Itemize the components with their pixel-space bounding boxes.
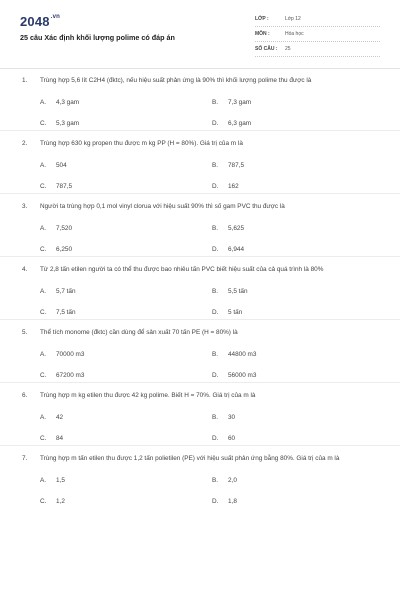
meta-row-class (255, 14, 380, 27)
question-list (0, 76, 400, 505)
meta-row-subject (255, 29, 380, 42)
option-key: B. (212, 414, 219, 421)
option-text: 42 (56, 414, 64, 421)
option-key: A. (40, 162, 47, 169)
option-key: C. (40, 183, 47, 190)
option-key: C. (40, 372, 47, 379)
meta-value: Hóa học (285, 31, 304, 37)
option-text: 84 (56, 435, 64, 442)
option-b[interactable] (212, 413, 235, 423)
question-text: Trùng hợp 5,6 lít C2H4 (đktc), nếu hiệu suất phản ứng là 90% thì khối lượng polime thu được là (40, 77, 312, 84)
logo-tld: .vn (50, 14, 61, 20)
question-number: 2. (22, 140, 28, 147)
question-item (0, 328, 400, 383)
option-text: 1,2 (56, 498, 65, 505)
option-text: 56000 m3 (228, 372, 257, 379)
option-key: B. (212, 351, 219, 358)
question-item (0, 454, 400, 505)
option-d[interactable] (212, 245, 244, 255)
option-key: D. (212, 372, 219, 379)
option-text: 70000 m3 (56, 351, 85, 358)
option-text: 6,944 (228, 246, 244, 253)
option-d[interactable] (212, 497, 237, 507)
question-divider (0, 256, 400, 257)
meta-label: MÔN : (255, 31, 270, 37)
option-text: 5,3 gam (56, 120, 80, 127)
option-key: D. (212, 246, 219, 253)
option-b[interactable] (212, 161, 244, 171)
option-a[interactable] (40, 161, 67, 171)
meta-value: Lớp 12 (285, 16, 301, 22)
option-key: C. (40, 120, 47, 127)
option-c[interactable] (40, 245, 72, 255)
option-grid (0, 212, 400, 253)
option-text: 5 tấn (228, 309, 243, 316)
option-grid (0, 275, 400, 316)
option-b[interactable] (212, 224, 244, 234)
option-c[interactable] (40, 182, 72, 192)
option-text: 67200 m3 (56, 372, 85, 379)
question-text: Trùng hợp 630 kg propen thu được m kg PP (H = 80%). Giá trị của m là (40, 140, 243, 147)
question-item (0, 76, 400, 131)
option-key: A. (40, 414, 47, 421)
question-divider (0, 445, 400, 446)
option-a[interactable] (40, 98, 79, 108)
option-text: 4,3 gam (56, 99, 80, 106)
meta-row-count (255, 44, 380, 57)
option-b[interactable] (212, 98, 251, 108)
option-key: A. (40, 351, 47, 358)
option-c[interactable] (40, 119, 79, 129)
question-number: 7. (22, 455, 28, 462)
option-grid (0, 86, 400, 127)
question-number: 4. (22, 266, 28, 273)
header-divider (0, 68, 400, 69)
option-key: A. (40, 225, 47, 232)
option-d[interactable] (212, 371, 256, 381)
option-b[interactable] (212, 350, 256, 360)
option-d[interactable] (212, 182, 239, 192)
option-text: 7,3 gam (228, 99, 252, 106)
option-text: 787,5 (228, 162, 244, 169)
option-key: C. (40, 309, 47, 316)
question-item (0, 139, 400, 194)
question-text: Trùng hợp m tấn etilen thu được 1,2 tấn polietilen (PE) với hiệu suất phản ứng bằng 80%. Giá trị của m là (40, 455, 340, 462)
option-a[interactable] (40, 413, 63, 423)
question-divider (0, 193, 400, 194)
option-key: D. (212, 309, 219, 316)
option-grid (0, 338, 400, 379)
option-a[interactable] (40, 350, 84, 360)
option-key: D. (212, 120, 219, 127)
option-key: B. (212, 477, 219, 484)
option-text: 787,5 (56, 183, 72, 190)
option-text: 5,5 tấn (228, 288, 248, 295)
question-divider (0, 130, 400, 131)
option-text: 7,520 (56, 225, 72, 232)
option-c[interactable] (40, 434, 63, 444)
option-key: A. (40, 99, 47, 106)
question-item (0, 391, 400, 446)
option-key: A. (40, 288, 47, 295)
question-number: 6. (22, 392, 28, 399)
option-b[interactable] (212, 287, 248, 297)
option-text: 2,0 (228, 477, 237, 484)
option-text: 162 (228, 183, 239, 190)
option-key: B. (212, 99, 219, 106)
option-grid (0, 149, 400, 190)
option-key: D. (212, 435, 219, 442)
option-key: B. (212, 162, 219, 169)
logo-text: 2048 (20, 14, 50, 29)
option-text: 5,7 tấn (56, 288, 76, 295)
question-number: 3. (22, 203, 28, 210)
worksheet-header (0, 0, 400, 66)
meta-label: LỚP : (255, 16, 269, 22)
question-divider (0, 319, 400, 320)
option-c[interactable] (40, 497, 65, 507)
meta-label: SỐ CÂU : (255, 46, 278, 52)
option-c[interactable] (40, 308, 76, 318)
question-number: 5. (22, 329, 28, 336)
option-text: 6,250 (56, 246, 72, 253)
option-d[interactable] (212, 434, 235, 444)
option-text: 5,625 (228, 225, 244, 232)
option-a[interactable] (40, 224, 72, 234)
question-text: Từ 2,8 tấn etilen người ta có thể thu được bao nhiêu tấn PVC biết hiệu suất của cả quá trình là 80% (40, 266, 324, 273)
option-key: B. (212, 225, 219, 232)
option-d[interactable] (212, 308, 242, 318)
option-text: 1,8 (228, 498, 237, 505)
meta-value: 25 (285, 46, 291, 52)
site-logo[interactable] (20, 14, 60, 29)
option-text: 7,5 tấn (56, 309, 76, 316)
option-a[interactable] (40, 287, 76, 297)
question-divider (0, 382, 400, 383)
option-key: C. (40, 435, 47, 442)
question-text: Người ta trùng hợp 0,1 mol vinyl clorua với hiệu suất 90% thì số gam PVC thu được là (40, 203, 285, 210)
option-grid (0, 401, 400, 442)
option-text: 504 (56, 162, 67, 169)
option-key: C. (40, 246, 47, 253)
option-c[interactable] (40, 371, 84, 381)
question-text: Trùng hợp m kg etilen thu được 42 kg polime. Biết H = 70%. Giá trị của m là (40, 392, 256, 399)
option-b[interactable] (212, 476, 237, 486)
option-key: D. (212, 183, 219, 190)
question-item (0, 202, 400, 257)
option-key: C. (40, 498, 47, 505)
question-number: 1. (22, 77, 28, 84)
option-key: B. (212, 288, 219, 295)
option-text: 44800 m3 (228, 351, 257, 358)
question-text: Thể tích monome (đktc) cần dùng để sản xuất 70 tấn PE (H = 80%) là (40, 329, 238, 336)
option-key: A. (40, 477, 47, 484)
option-grid (0, 464, 400, 505)
page-title: 25 câu Xác định khối lượng polime có đáp án (20, 33, 175, 42)
option-text: 1,5 (56, 477, 65, 484)
option-key: D. (212, 498, 219, 505)
option-text: 60 (228, 435, 236, 442)
option-text: 6,3 gam (228, 120, 252, 127)
question-item (0, 265, 400, 320)
option-a[interactable] (40, 476, 65, 486)
option-d[interactable] (212, 119, 251, 129)
option-text: 30 (228, 414, 236, 421)
